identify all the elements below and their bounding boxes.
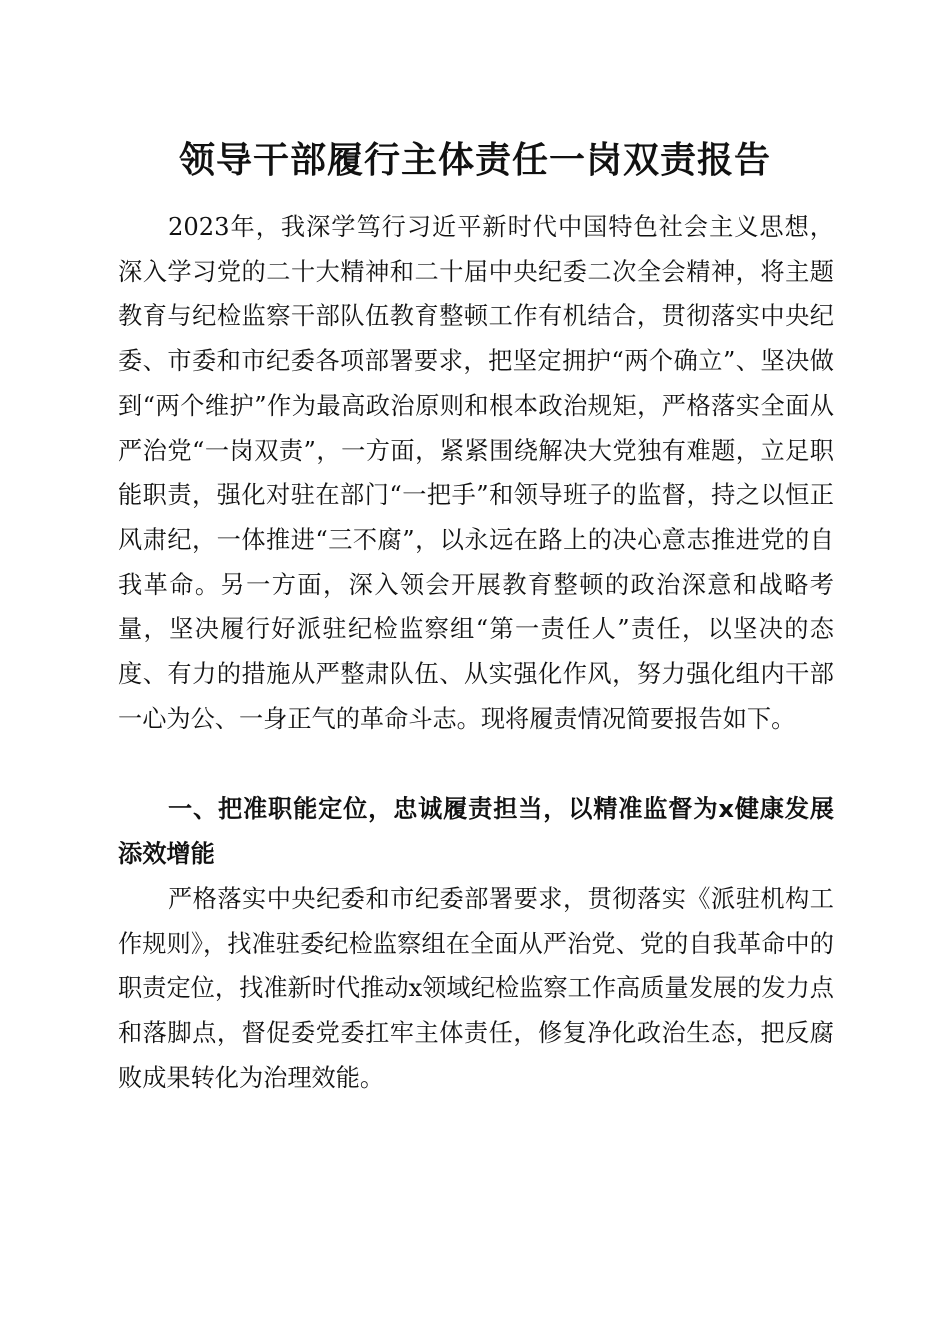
intro-paragraph: 2023年，我深学笃行习近平新时代中国特色社会主义思想，深入学习党的二十大精神和二十届中央纪委二次全会精神，将主题教育与纪检监察干部队伍教育整顿工作有机结合，贯彻落实中央纪委、市委和市纪委各项部署要求，把坚定拥护“两个确立”、坚决做到“两个维护”作为最高政治原则和根本政治规矩，严格落实全面从严治党“一岗双责”，一方面，紧紧围绕解决大党独有难题，立足职能职责，强化对驻在部门“一把手”和领导班子的监督，持之以恒正风肃纪，一体推进“三不腐”，以永远在路上的决心意志推进党的自我革命。另一方面，深入领会开展教育整顿的政治深意和战略考量，坚决履行好派驻纪检监察组“第一责任人”责任，以坚决的态度、有力的措施从严整肃队伍、从实强化作风，努力强化组内干部一心为公、一身正气的革命斗志。现将履责情况简要报告如下。 [118, 213, 834, 733]
document-title: 领导干部履行主体责任一岗双责报告 [178, 139, 771, 181]
section-paragraph: 严格落实中央纪委和市纪委部署要求，贯彻落实《派驻机构工作规则》，找准驻委纪检监察组在全面从严治党、党的自我革命中的职责定位，找准新时代推动x领域纪检监察工作高质量发展的发力点和落脚点，督促委党委扛牢主体责任，修复净化政治生态，把反腐败成果转化为治理效能。 [118, 885, 834, 1092]
section-heading: 一、把准职能定位，忠诚履责担当，以精准监督为x健康发展添效增能 [118, 795, 834, 868]
